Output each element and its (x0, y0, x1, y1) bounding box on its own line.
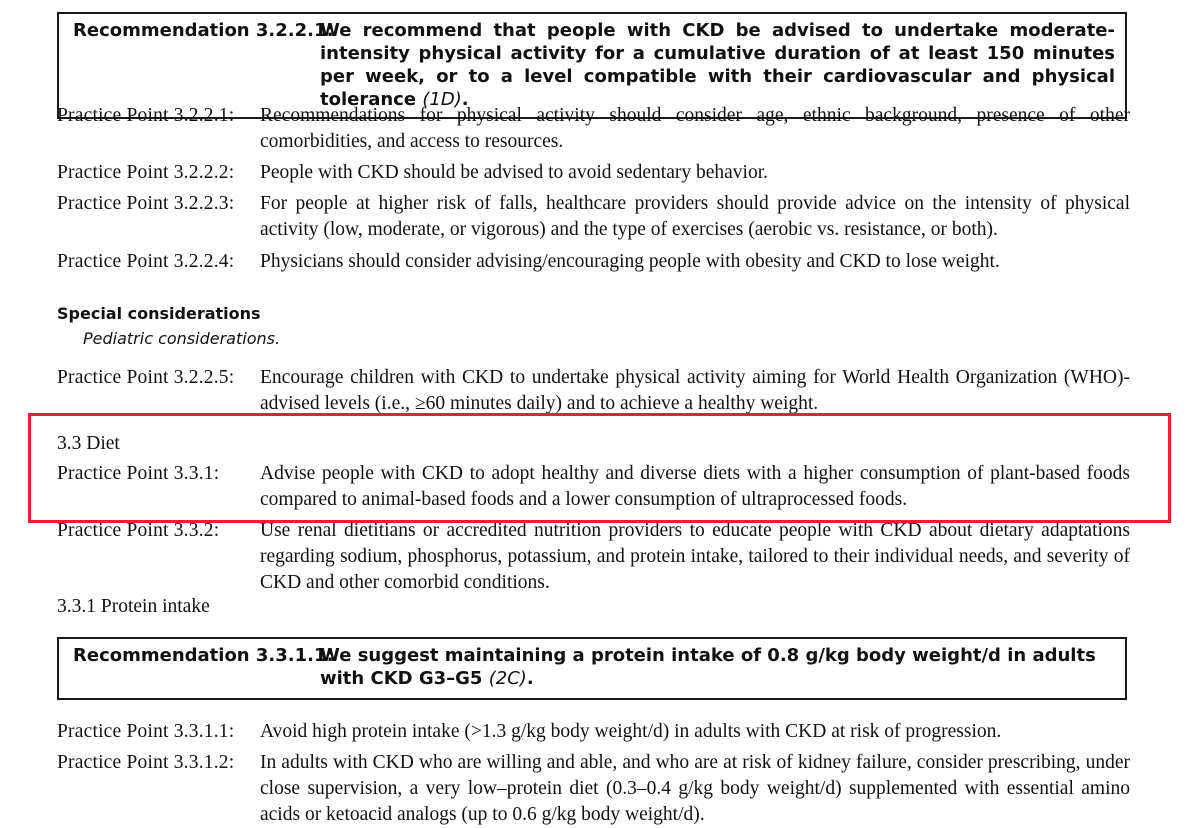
practice-point-text: Physicians should consider advising/encouraging people with obesity and CKD to lose weight. (260, 251, 1000, 272)
section-heading-diet: 3.3 Diet (57, 433, 120, 454)
practice-point-text: For people at higher risk of falls, healthcare providers should provide advice on the intensity of physical activity (low, moderate, or vigorous) and the type of exercises (aerobic vs. resistance, or both). (260, 193, 1130, 240)
highlight-box (28, 413, 1171, 523)
practice-point-3224 (57, 249, 1130, 275)
practice-point-text: Use renal dietitians or accredited nutrition providers to educate people with CKD about dietary adaptations regarding sodium, phosphorus, potassium, and protein intake, tailored to their individual needs, and severity of CKD and other comorbid conditions. (260, 520, 1130, 593)
practice-point-text: Avoid high protein intake (>1.3 g/kg body weight/d) in adults with CKD at risk of progression. (260, 721, 1002, 742)
practice-point-label: Practice Point 3.2.2.5: (57, 367, 235, 388)
pediatric-considerations-subheading: Pediatric considerations. (83, 329, 281, 348)
practice-point-3312 (57, 750, 1130, 828)
recommendation-box-3311 (57, 637, 1127, 700)
practice-point-text: In adults with CKD who are willing and able, and who are at risk of kidney failure, consider prescribing, under close supervision, a very low–protein diet (0.3–0.4 g/kg body weight/d) supplemented with essential amino acids or ketoacid analogs (up to 0.6 g/kg body weight/d). (260, 752, 1130, 825)
practice-point-label: Practice Point 3.3.1.1: (57, 721, 235, 742)
recommendation-label: Recommendation 3.2.2.1: (73, 20, 334, 41)
practice-point-label: Practice Point 3.2.2.1: (57, 105, 235, 126)
practice-point-text: Recommendations for physical activity should consider age, ethnic background, presence of other comorbidities, and access to resources. (260, 105, 1130, 152)
practice-point-3311 (57, 719, 1130, 745)
special-considerations-heading: Special considerations (57, 304, 261, 323)
practice-point-label: Practice Point 3.2.2.2: (57, 162, 235, 183)
practice-point-3225 (57, 365, 1130, 417)
section-heading-protein-intake: 3.3.1 Protein intake (57, 596, 210, 617)
recommendation-label: Recommendation 3.3.1.1: (73, 645, 334, 666)
practice-point-label: Practice Point 3.2.2.3: (57, 193, 235, 214)
practice-point-3223 (57, 191, 1130, 243)
practice-point-332 (57, 518, 1130, 596)
practice-point-3221 (57, 103, 1130, 155)
practice-point-label: Practice Point 3.3.1: (57, 463, 220, 484)
practice-point-label: Practice Point 3.3.2: (57, 520, 220, 541)
practice-point-3222 (57, 160, 1130, 186)
evidence-grade: (1D) (422, 89, 462, 110)
practice-point-text: Encourage children with CKD to undertake physical activity aiming for World Health Organization (WHO)-advised levels (i.e., ≥60 minutes daily) and to achieve a healthy weight. (260, 367, 1130, 414)
recommendation-text: We recommend that people with CKD be advised to undertake moderate-intensity physical activity for a cumulative duration of at least 150 minutes per week, or to a level compatible with their cardiovascular and physical tolerance (1D). (320, 20, 1115, 110)
practice-point-label: Practice Point 3.3.1.2: (57, 752, 235, 773)
practice-point-text: Advise people with CKD to adopt healthy and diverse diets with a higher consumption of plant-based foods compared to animal-based foods and a lower consumption of ultraprocessed foods. (260, 463, 1130, 510)
recommendation-text: We suggest maintaining a protein intake of 0.8 g/kg body weight/d in adults with CKD G3–G5 (2C). (320, 645, 1096, 689)
practice-point-label: Practice Point 3.2.2.4: (57, 251, 235, 272)
practice-point-text: People with CKD should be advised to avoid sedentary behavior. (260, 162, 768, 183)
evidence-grade: (2C) (488, 668, 527, 689)
